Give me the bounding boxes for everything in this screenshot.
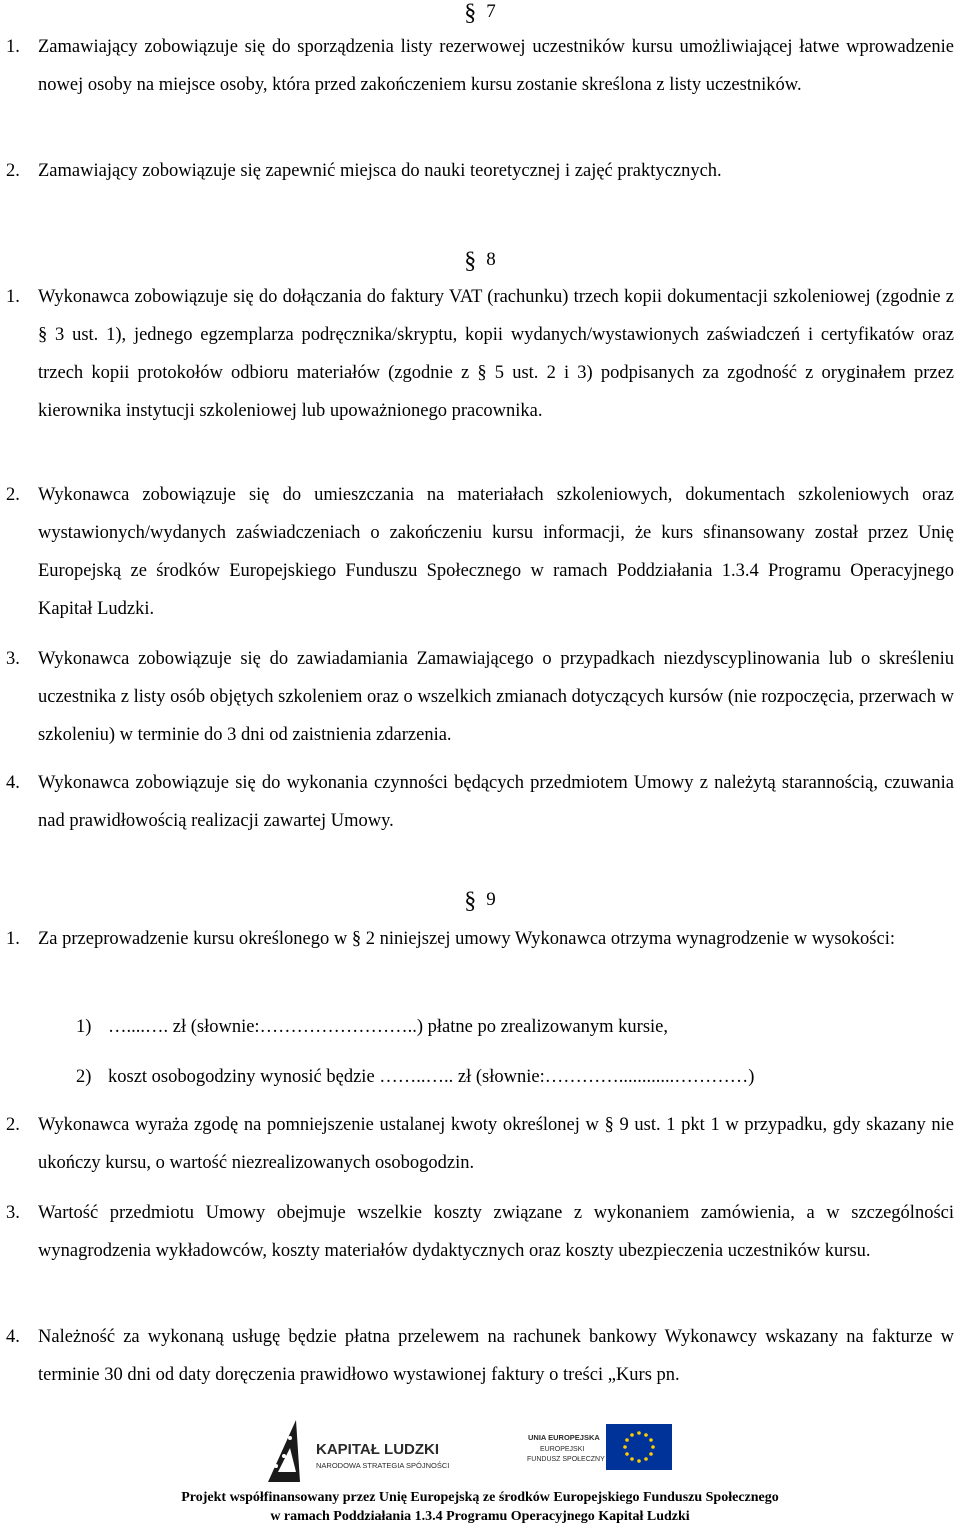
- section-number: 9: [486, 889, 496, 910]
- section-number: 8: [486, 249, 496, 270]
- eu-logo: [527, 1424, 672, 1470]
- section-heading-9: § 9: [464, 888, 496, 914]
- footer: [0, 1488, 960, 1526]
- footer-line2: w ramach Poddziałania 1.3.4 Programu Operacyjnego Kapitał Ludzki: [270, 1509, 690, 1524]
- eu-line3: FUNDUSZ SPOŁECZNY: [527, 1456, 605, 1463]
- eu-line2: EUROPEJSKI: [540, 1446, 585, 1453]
- eu-line1: UNIA EUROPEJSKA: [528, 1433, 600, 1442]
- footer-line1: Projekt współfinansowany przez Unię Europejską ze środków Europejskiego Funduszu Społecznego: [181, 1490, 779, 1505]
- eu-flag: [606, 1424, 672, 1470]
- logo-strip: [0, 1412, 960, 1492]
- kapital-ludzki-subtitle: NARODOWA STRATEGIA SPÓJNOŚCI: [316, 1461, 450, 1470]
- section-heading-7: § 7: [464, 0, 496, 26]
- kapital-ludzki-emblem: [268, 1420, 300, 1482]
- kapital-ludzki-logo: [268, 1420, 449, 1482]
- logos-svg: [0, 1412, 960, 1492]
- section-number: 7: [486, 1, 496, 22]
- kapital-ludzki-name: KAPITAŁ LUDZKI: [316, 1441, 440, 1458]
- section-heading-8: § 8: [464, 248, 496, 274]
